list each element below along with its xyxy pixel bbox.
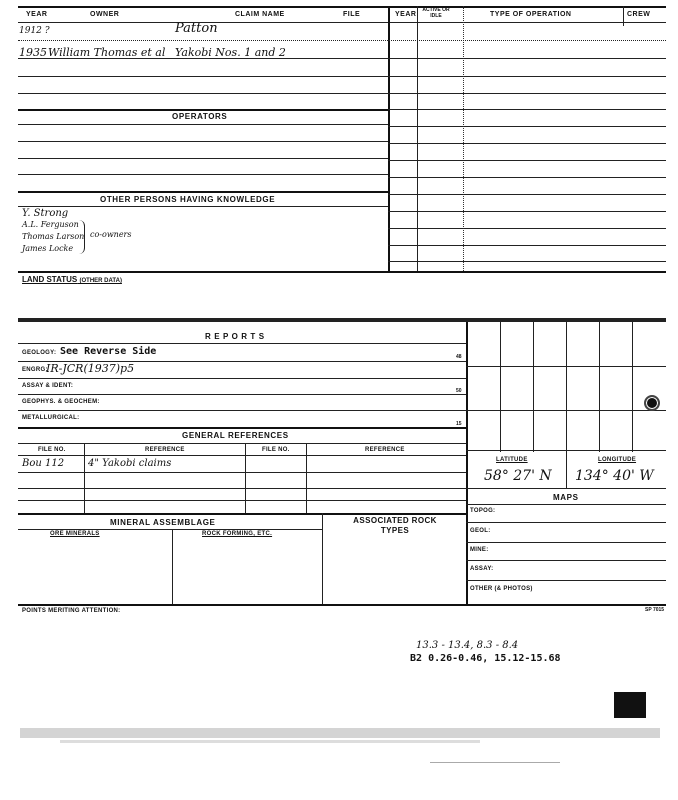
other-person-2: A.L. Ferguson [22, 220, 79, 229]
maps-topog: TOPOG: [470, 508, 496, 514]
land-status-sub: (OTHER DATA) [79, 278, 122, 284]
rock-forming-label: ROCK FORMING, ETC. [202, 531, 273, 537]
latitude-value: 58° 27' N [484, 468, 552, 484]
maps-assay: ASSAY: [470, 566, 494, 572]
longitude-label: LONGITUDE [598, 457, 637, 463]
header-year-2: YEAR [395, 11, 417, 18]
maps-geol: GEOL: [470, 528, 491, 534]
geology-value: See Reverse Side [60, 346, 157, 357]
form-number: SP 7015 [645, 607, 665, 613]
header-owner: OWNER [90, 11, 120, 18]
gr-col-reference: REFERENCE [145, 447, 185, 453]
associated-rock-types: ASSOCIATED ROCK TYPES [353, 516, 437, 535]
scan-noise-band-2 [60, 740, 480, 743]
header-type-of-operation: TYPE OF OPERATION [490, 11, 572, 18]
geology-label: GEOLOGY: [22, 350, 57, 356]
header-claim-name: CLAIM NAME [235, 11, 285, 18]
land-status-title: LAND STATUS [22, 275, 78, 284]
assay-label: ASSAY & IDENT: [22, 383, 74, 389]
annotation-values: 0.26-0.46, 15.12-15.68 [428, 653, 561, 664]
maps-title: MAPS [553, 493, 579, 502]
annotation-prefix: B2 [410, 653, 423, 664]
latitude-label: LATITUDE [496, 457, 528, 463]
co-owners-note: co-owners [90, 230, 132, 239]
maps-mine: MINE: [470, 547, 489, 553]
ore-minerals-label: ORE MINERALS [50, 531, 100, 537]
gr-row1-file: Bou 112 [22, 458, 65, 469]
annotation-line-2 [410, 653, 561, 664]
gr-col-file-no: FILE NO. [38, 447, 66, 453]
other-persons-title: OTHER PERSONS HAVING KNOWLEDGE [100, 195, 276, 204]
points-meriting-attention: POINTS MERITING ATTENTION: [22, 608, 121, 614]
geophys-label: GEOPHYS. & GEOCHEM: [22, 399, 100, 405]
owner-row2-year: 1935 [19, 46, 47, 59]
location-grid [466, 322, 666, 452]
mineral-assemblage-title: MINERAL ASSEMBLAGE [110, 518, 216, 527]
reports-num-48: 48 [456, 354, 462, 360]
co-owners-bracket [78, 220, 85, 254]
operators-title: OPERATORS [172, 112, 228, 121]
reports-num-50: 50 [456, 388, 462, 394]
gr-col-file-no-2: FILE NO. [262, 447, 290, 453]
metallurgical-label: METALLURGICAL: [22, 415, 80, 421]
scan-noise-line [430, 762, 560, 763]
other-person-4: James Locke [22, 244, 74, 253]
header-year: YEAR [26, 11, 48, 18]
annotation-line-1: 13.3 - 13.4, 8.3 - 8.4 [416, 640, 519, 651]
gr-row1-ref: 4" Yakobi claims [88, 458, 172, 469]
location-marker [644, 395, 660, 411]
header-active-or-idle: ACTIVE OR IDLE [422, 7, 450, 19]
owner-row1-claim: Patton [175, 21, 218, 36]
gr-col-reference-2: REFERENCE [365, 447, 405, 453]
header-file: FILE [343, 11, 361, 18]
owner-row2-owner: William Thomas et al [48, 46, 166, 59]
land-status-heading [22, 275, 122, 284]
owner-row2-claim: Yakobi Nos. 1 and 2 [175, 46, 286, 59]
other-person-1: Y. Strong [22, 208, 69, 219]
scan-artifact-block [614, 692, 646, 718]
reports-num-15: 15 [456, 421, 462, 427]
maps-other: OTHER (& PHOTOS) [470, 586, 533, 592]
other-person-3: Thomas Larson [22, 232, 85, 241]
owner-row1-year: 1912 ? [19, 26, 50, 36]
engrg-value: IR-JCR(1937)p5 [46, 362, 135, 375]
general-references-title: GENERAL REFERENCES [182, 431, 289, 440]
longitude-value: 134° 40' W [575, 468, 654, 484]
scan-noise-band [20, 728, 660, 738]
reports-title: R E P O R T S [205, 332, 265, 341]
header-crew: CREW [627, 11, 651, 18]
engrg-label: ENGRG: [22, 367, 48, 373]
